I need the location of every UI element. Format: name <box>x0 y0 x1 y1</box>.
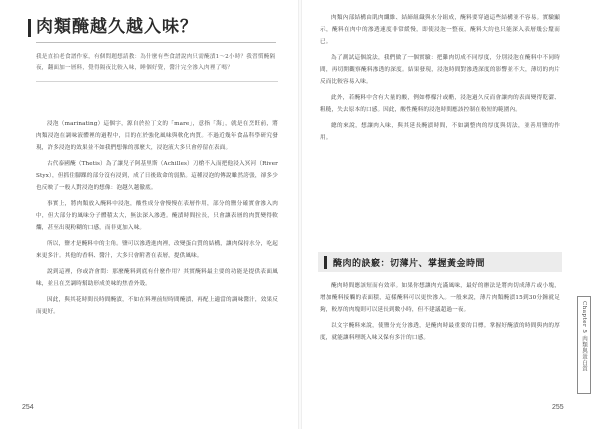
title-divider <box>36 42 276 43</box>
section-accent-bar <box>324 256 327 269</box>
section-title: 醃肉的訣竅：切薄片、掌握黃金時間 <box>333 258 486 269</box>
paragraph: 醃肉時間應該短而有效率。如果你想讓肉充滿風味，最好的辦法是將肉切成薄片或小塊，增加醃料接觸的表面積，這樣醃料可以更快滲入。一般來說，薄片肉類醃漬15到30分鐘就足夠，較厚的肉塊則可以延長到數小時，但不建議超過一夜。 <box>320 283 560 313</box>
paragraph: 說到這裡，你或許會問：那麼醃料到底有什麼作用？其實醃料最主要的功能是提供表面風味，並且在烹調時幫助形成美味的焦香外殼。 <box>36 269 278 287</box>
reader-question-text: 我是直拍老食譜作家，有個問題想請教：為什麼有些食譜說肉只需醃漬1～2小時？我習慣醃隔夜，翻面加一層料，覺得隔夜比較入味，睡個好覺，醬汁完全滲入肉裡了嗎？ <box>36 54 276 71</box>
paragraph: 此外，若醃料中含有大量的酸，例如檸檬汁或醋，浸泡過久反而會讓肉的表面變得乾澀、粗糙，失去原本的口感。因此，酸性醃料的浸泡時間應該控制在較短的範圍內。 <box>320 95 560 113</box>
paragraph: 因此，與其花時間長時間醃漬，不如在料理前短時間醃漬，再配上適當的調味醬汁，效果反而更好。 <box>36 297 278 315</box>
section-heading <box>318 252 562 272</box>
page-number-left: 254 <box>22 404 34 411</box>
chapter-side-tab <box>577 296 591 394</box>
title-block <box>36 16 198 38</box>
title-accent-bar <box>28 19 31 37</box>
paragraph: 事實上，將肉類放入醃料中浸泡，酸性成分會慢慢在表層作用，部分的鹽分確實會滲入肉中，但大部分的風味分子體積太大，無法深入滲透。醃漬時間拉長，只會讓表層的肉質變得軟爛，甚至出現粉糊的口感，而非更加入味。 <box>36 201 278 231</box>
paragraph: 以文字醃料來說，使鹽分充分滲透，是醃肉時最重要的目標。掌握好醃漬的時間與肉的厚度，就能讓料理既入味又保有多汁的口感。 <box>320 323 560 341</box>
paragraph: 所以，鹽才是醃料中的主角。鹽可以滲透進肉裡，改變蛋白質的結構，讓肉保持水分，吃起來更多汁。其他的香料、醬汁，大多只會附著在表層，提供風味。 <box>36 241 278 259</box>
reader-question <box>36 50 278 82</box>
chapter-title: 肉類醃越久越入味？ <box>36 17 198 37</box>
paragraph: 浸泡（marinating）這個字，源自於拉丁文的「mare」，意指「海」，就是在烹飪前，將肉類浸泡在調味液體裡的過程中，目的在於強化風味與軟化肉質。不過近幾年食品科學研究發現，許多浸泡的效果並不如我們想像的那麼大，浸泡液大多只會停留在表面。 <box>36 121 278 151</box>
left-page <box>0 0 298 429</box>
right-body-text-top <box>320 12 560 148</box>
paragraph: 總的來說，想讓肉入味，與其延長醃漬時間，不如調整肉的厚度與切法，並善用鹽的作用。 <box>320 123 560 141</box>
paragraph: 肉類內部結構由肌肉纖維、結締組織與水分組成，醃料要穿過這些結構並不容易。實驗顯示，醃料在肉中的滲透速度非常緩慢，即使浸泡一整夜，醃料大約也只能深入表層幾公釐而已。 <box>320 15 560 45</box>
paragraph: 為了測試這個說法，我們做了一個實驗：把雞肉切成不同厚度，分別浸泡在醃料中不同時間，再切開觀察醃料滲透的深度。結果發現，浸泡時間對滲透深度的影響並不大，薄切的肉片反而比較容易入味。 <box>320 55 560 85</box>
right-page <box>302 0 600 429</box>
right-body-text-bottom <box>320 280 560 348</box>
page-number-right: 255 <box>552 404 564 411</box>
left-body-text <box>36 118 278 322</box>
paragraph: 古代泰國醃（Thetis）為了讓兒子阿基里斯（Achilles）刀槍不入而把他浸入冥河（River Styx），但抓住腳踝的部分沒有浸到，成了日後致命的弱點。這種浸泡的傳說雖然誇張，卻多少也反映了一般人對浸泡的想像：泡越久越徹底。 <box>36 161 278 191</box>
chapter-side-tab-label: Chapter 5 肉類與蛋白質 <box>581 301 587 372</box>
